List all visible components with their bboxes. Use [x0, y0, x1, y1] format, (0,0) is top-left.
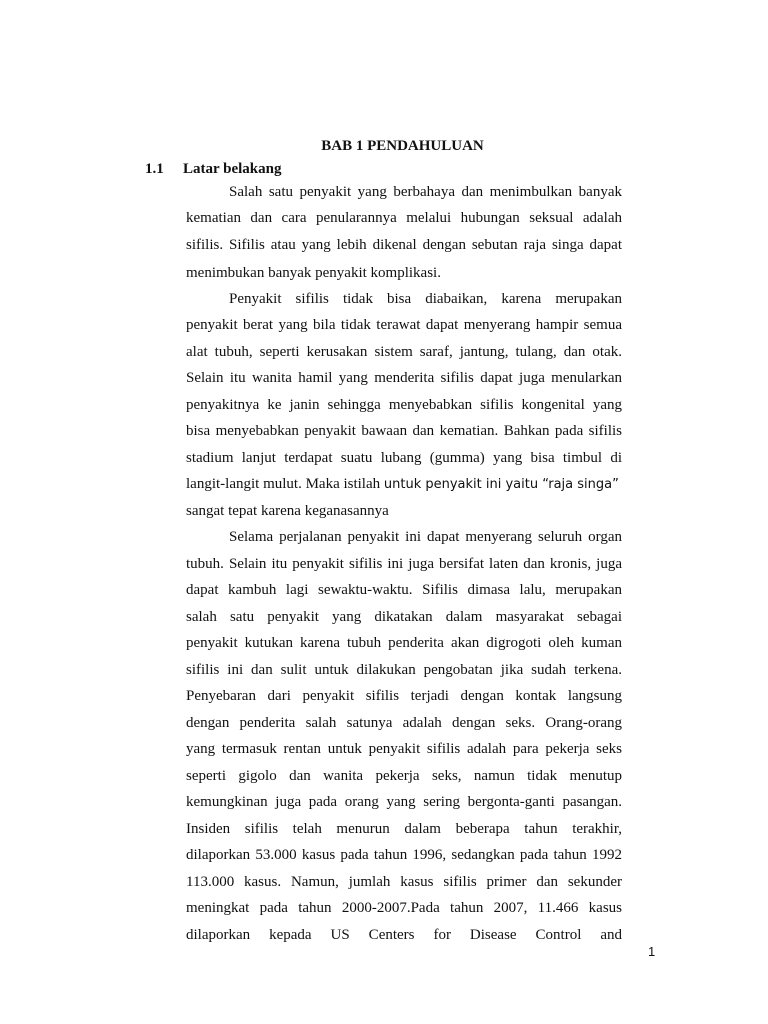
paragraph-line: kematian dan cara penularannya melalui hubungan seksual adalah: [186, 210, 622, 226]
paragraph-line: sangat tepat karena keganasannya: [186, 503, 389, 519]
paragraph-line: salah satu penyakit yang dikatakan dalam masyarakat sebagai: [186, 609, 622, 625]
chapter-title: BAB 1 PENDAHULUAN: [321, 138, 484, 154]
sans-text-segment: untuk penyakit ini yaitu “raja singa”: [383, 477, 619, 492]
paragraph-line: penyakit kutukan karena tubuh penderita akan digrogoti oleh kuman: [186, 635, 622, 651]
paragraph-line: stadium lanjut terdapat suatu lubang (gumma) yang bisa timbul di: [186, 450, 622, 466]
paragraph-line: Selain itu wanita hamil yang menderita sifilis dapat juga menularkan: [186, 370, 622, 386]
paragraph-line: 113.000 kasus. Namun, jumlah kasus sifilis primer dan sekunder: [186, 874, 622, 890]
paragraph-line: dilaporkan 53.000 kasus pada tahun 1996, sedangkan pada tahun 1992: [186, 847, 622, 863]
paragraph-line: Insiden sifilis telah menurun dalam beberapa tahun terakhir,: [186, 821, 622, 837]
serif-text-segment: langit-langit mulut. Maka istilah: [186, 476, 384, 492]
page-number: 1: [648, 944, 656, 959]
paragraph-line: meningkat pada tahun 2000-2007.Pada tahun 2007, 11.466 kasus: [186, 900, 622, 916]
paragraph-line: dilaporkan kepada US Centers for Disease Control and: [186, 927, 622, 943]
paragraph-line: bisa menyebabkan penyakit bawaan dan kematian. Bahkan pada sifilis: [186, 423, 622, 439]
paragraph-line: Penyakit sifilis tidak bisa diabaikan, karena merupakan: [229, 291, 622, 307]
paragraph-line: sifilis ini dan sulit untuk dilakukan pengobatan jika sudah terkena.: [186, 662, 622, 678]
paragraph-line: penyakitnya ke janin sehingga menyebabkan sifilis kongenital yang: [186, 397, 622, 413]
paragraph-line: Penyebaran dari penyakit sifilis terjadi dengan kontak langsung: [186, 688, 622, 704]
paragraph-line: kemungkinan juga pada orang yang sering bergonta-ganti pasangan.: [186, 794, 622, 810]
paragraph-line: alat tubuh, seperti kerusakan sistem saraf, jantung, tulang, dan otak.: [186, 344, 622, 360]
paragraph-line: seperti gigolo dan wanita pekerja seks, namun tidak menutup: [186, 768, 622, 784]
section-title: Latar belakang: [183, 161, 282, 177]
paragraph-line: dengan penderita salah satunya adalah dengan seks. Orang-orang: [186, 715, 622, 731]
paragraph-line: penyakit berat yang bila tidak terawat dapat menyerang hampir semua: [186, 317, 622, 333]
paragraph-line: menimbukan banyak penyakit komplikasi.: [186, 265, 441, 281]
paragraph-line: Salah satu penyakit yang berbahaya dan menimbulkan banyak: [229, 184, 622, 200]
paragraph-line: dapat kambuh lagi sewaktu-waktu. Sifilis dimasa lalu, merupakan: [186, 582, 622, 598]
section-number: 1.1: [145, 161, 164, 177]
paragraph-line: tubuh. Selain itu penyakit sifilis ini juga bersifat laten dan kronis, juga: [186, 556, 622, 572]
paragraph-line: yang termasuk rentan untuk penyakit sifilis adalah para pekerja seks: [186, 741, 622, 757]
paragraph-line: Selama perjalanan penyakit ini dapat menyerang seluruh organ: [229, 529, 622, 545]
paragraph-line: sifilis. Sifilis atau yang lebih dikenal dengan sebutan raja singa dapat: [186, 237, 622, 253]
section-heading: [145, 161, 282, 178]
paragraph-line-mixed: [186, 472, 622, 496]
